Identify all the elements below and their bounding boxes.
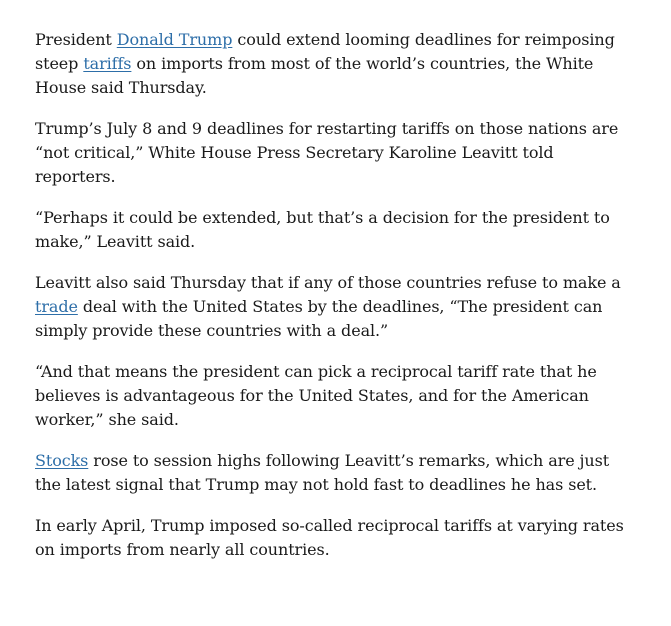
link-stocks[interactable]: Stocks [35,451,89,470]
paragraph-4 [35,271,635,343]
text: Leavitt also said Thursday that if any of those countries refuse to make a [35,273,621,292]
paragraph-7 [35,514,635,562]
text: could extend looming deadlines for reimposing steep [35,30,615,73]
article-body [35,28,635,579]
paragraph-6 [35,449,635,497]
text: on imports from most of the world’s countries, the White House said Thursday. [35,54,594,97]
text: rose to session highs following Leavitt’s remarks, which are just the latest signal that Trump may not hold fast to deadlines he has set. [35,451,610,494]
link-trade[interactable]: trade [35,297,78,316]
text: deal with the United States by the deadlines, “The president can simply provide these countries with a deal.” [35,297,603,340]
paragraph-2 [35,117,635,189]
link-donald-trump[interactable]: Donald Trump [116,30,233,49]
text: In early April, Trump imposed so-called reciprocal tariffs at varying rates on imports from nearly all countries. [35,516,624,559]
paragraph-3 [35,206,635,254]
text: “And that means the president can pick a reciprocal tariff rate that he believes is advantageous for the United States, and for the American worker,” she said. [35,362,597,429]
text: President [35,30,117,49]
link-tariffs[interactable]: tariffs [83,54,132,73]
paragraph-5 [35,360,635,432]
text: “Perhaps it could be extended, but that’s a decision for the president to make,” Leavitt said. [35,208,610,251]
paragraph-1 [35,28,635,100]
text: Trump’s July 8 and 9 deadlines for restarting tariffs on those nations are “not critical,” White House Press Secretary Karoline Leavitt told reporters. [35,119,619,186]
